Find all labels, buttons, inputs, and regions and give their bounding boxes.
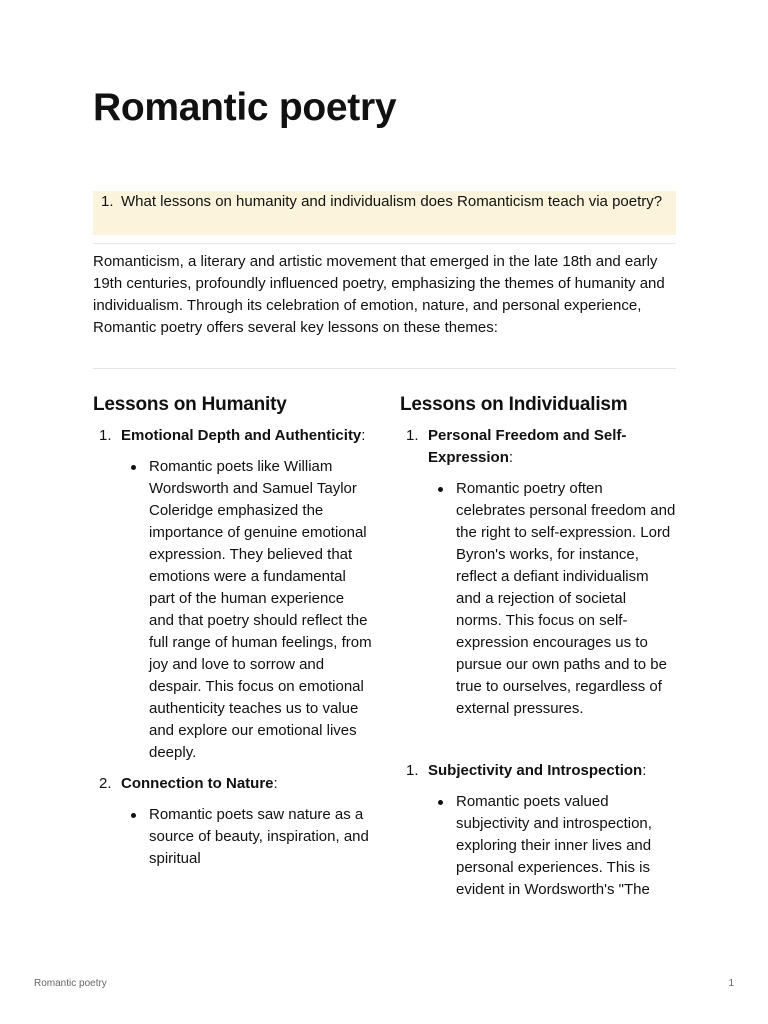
list-item	[400, 425, 676, 469]
list-item	[400, 760, 676, 782]
list-number: 1.	[406, 762, 419, 779]
list-item-heading	[121, 773, 373, 795]
individualism-column	[400, 393, 676, 901]
humanity-heading: Lessons on Humanity	[93, 394, 287, 415]
bullet-item	[456, 791, 676, 901]
list-number: 1.	[99, 427, 112, 444]
list-item-suffix: :	[361, 427, 366, 444]
bullet-item	[149, 456, 373, 764]
list-item-title: Personal Freedom and Self-Expression	[428, 427, 627, 466]
list-item-title: Subjectivity and Introspection	[428, 762, 643, 779]
list-item-suffix: :	[642, 762, 647, 779]
list-item-title: Connection to Nature	[121, 775, 274, 792]
question-text: What lessons on humanity and individualism does Romanticism teach via poetry?	[121, 193, 663, 210]
list-item	[93, 773, 373, 795]
divider	[93, 368, 676, 369]
intro-paragraph: Romanticism, a literary and artistic movement that emerged in the late 18th and early 19th centuries, profoundly influenced poetry, emphasizing the themes of humanity and individualism. Through its celebration of emotion, nature, and personal experience, Romantic poetry offers several key lessons on these themes:	[93, 253, 665, 336]
page-number: 1	[728, 978, 734, 989]
humanity-column	[93, 393, 373, 870]
bullet-dot	[131, 465, 136, 470]
bullet-text: Romantic poets valued subjectivity and introspection, exploring their inner lives and personal experiences. This is evident in Wordsworth's "The	[456, 793, 652, 898]
page-title: Romantic poetry	[93, 86, 397, 129]
footer-title: Romantic poetry	[34, 978, 107, 989]
bullet-item	[149, 804, 373, 870]
question-number: 1.	[101, 193, 114, 210]
bullet-dot	[131, 813, 136, 818]
list-item-title: Emotional Depth and Authenticity	[121, 427, 362, 444]
list-number: 2.	[99, 775, 112, 792]
list-item-heading	[428, 760, 676, 782]
list-item-heading	[121, 425, 373, 447]
bullet-text: Romantic poets like William Wordsworth and Samuel Taylor Coleridge emphasized the importance of genuine emotional expression. They believed that emotions were a fundamental part of the human experience and that poetry should reflect the full range of human feelings, from joy and love to sorrow and despair. This focus on emotional authenticity teaches us to value and explore our emotional lives deeply.	[149, 458, 372, 761]
bullet-dot	[438, 487, 443, 492]
list-item	[93, 425, 373, 447]
list-item-heading	[428, 425, 676, 469]
individualism-heading: Lessons on Individualism	[400, 394, 628, 415]
bullet-dot	[438, 800, 443, 805]
divider	[93, 243, 676, 244]
bullet-text: Romantic poetry often celebrates personal freedom and the right to self-expression. Lord Byron's works, for instance, reflect a defiant individualism and a rejection of societal norms. This focus on self-expression encourages us to pursue our own paths and to be true to ourselves, regardless of external pressures.	[456, 480, 676, 717]
bullet-text: Romantic poets saw nature as a source of beauty, inspiration, and spiritual	[149, 806, 369, 867]
list-number: 1.	[406, 427, 419, 444]
question-callout	[93, 191, 676, 235]
bullet-item	[456, 478, 676, 720]
list-item-suffix: :	[508, 449, 514, 466]
list-item-suffix: :	[273, 775, 278, 792]
